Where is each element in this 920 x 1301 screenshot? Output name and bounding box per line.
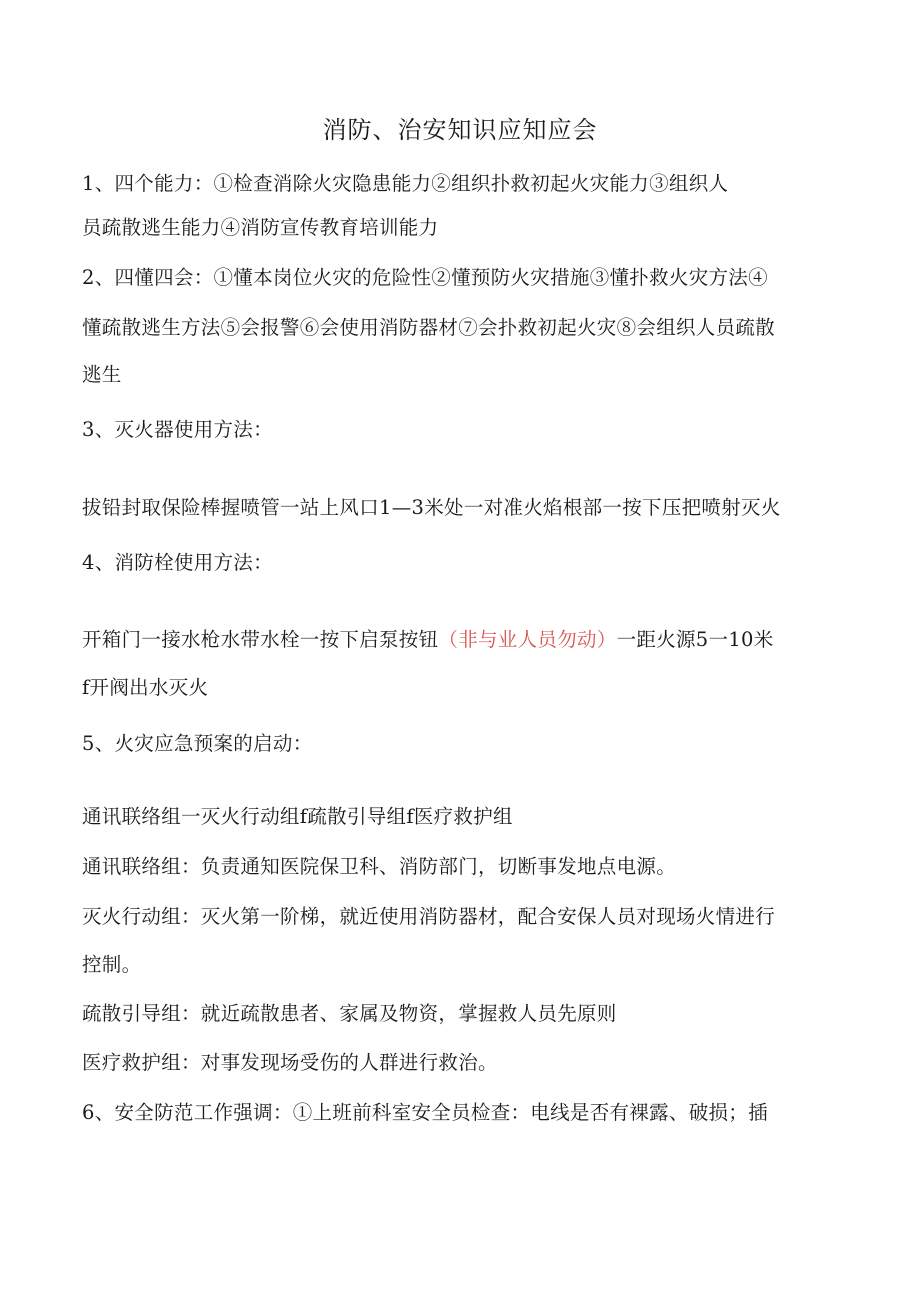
section-4-content-line-1 (82, 626, 852, 654)
section-1-line-2: 员疏散逃生能力④消防宣传教育培训能力 (82, 216, 439, 239)
section-4-content-part-1: 开箱门一接水枪水带水栓一按下启泵按钮 (82, 628, 439, 651)
document-title: 消防、治安知识应知应会 (322, 116, 598, 144)
section-6-line-1: 6、安全防范工作强调：①上班前科室安全员检查：电线是否有裸露、破损；插 (82, 1101, 768, 1124)
section-4-warning-note: （非与业人员勿动） (438, 628, 617, 651)
section-5-medical-group: 医疗救护组：对事发现场受伤的人群进行救治。 (82, 1051, 498, 1074)
section-5-comm-group: 通讯联络组：负责通知医院保卫科、消防部门，切断事发地点电源。 (82, 855, 677, 878)
section-2-line-3: 逃生 (82, 363, 122, 386)
section-3-heading: 3、灭火器使用方法： (82, 418, 273, 441)
section-5-fire-group-line-2: 控制。 (82, 953, 142, 976)
section-5-fire-group-line-1: 灭火行动组：灭火第一阶梯，就近使用消防器材，配合安保人员对现场火情进行 (82, 905, 776, 928)
section-5-flow: 通讯联络组一灭火行动组f疏散引导组f医疗救护组 (82, 805, 513, 828)
section-4-content-line-2: f开阀出水灭火 (82, 676, 209, 699)
section-1-line-1: 1、四个能力：①检查消除火灾隐患能力②组织扑救初起火灾能力③组织人 (82, 172, 729, 195)
section-3-content: 拔铅封取保险棒握喷管一站上风口1—3米处一对准火焰根部一按下压把喷射灭火 (82, 496, 781, 519)
section-2-line-2: 懂疏散逃生方法⑤会报警⑥会使用消防器材⑦会扑救初起火灾⑧会组织人员疏散 (82, 316, 776, 339)
section-4-content-part-2: 一距火源5一10米 (616, 628, 774, 651)
section-5-heading: 5、火灾应急预案的启动： (82, 732, 313, 755)
section-2-line-1: 2、四懂四会：①懂本岗位火灾的危险性②懂预防火灾措施③懂扑救火灾方法④ (82, 266, 768, 289)
section-5-evac-group: 疏散引导组：就近疏散患者、家属及物资，掌握救人员先原则 (82, 1002, 617, 1025)
section-4-heading: 4、消防栓使用方法： (82, 551, 273, 574)
